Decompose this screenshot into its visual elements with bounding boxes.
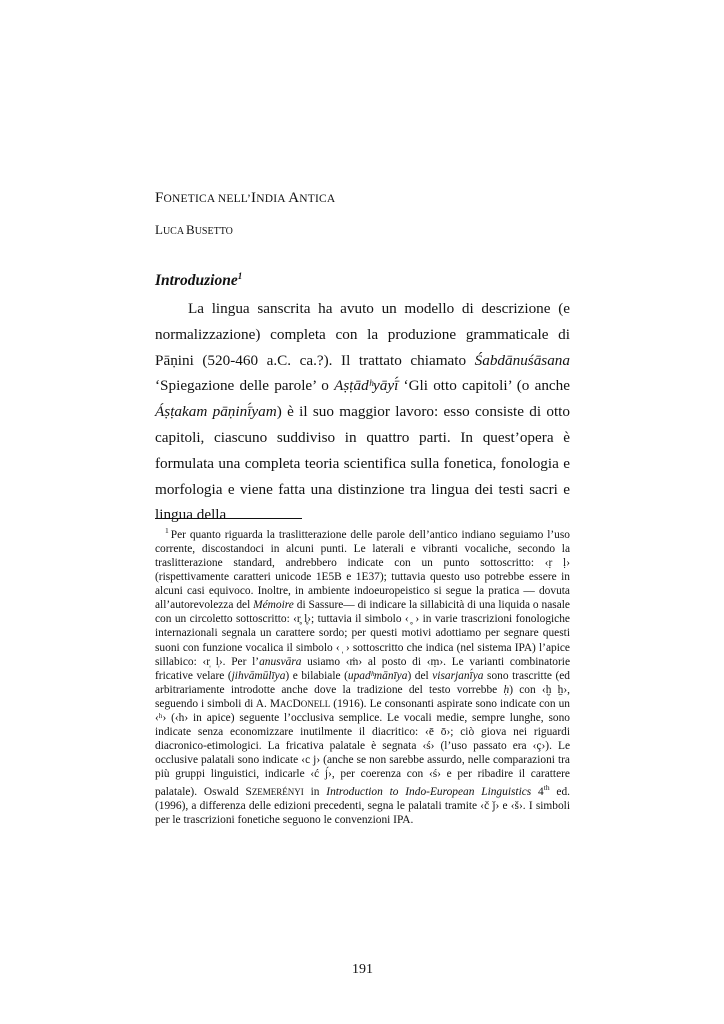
footnote-text: sono trascritte (ed arbitrariamente introdotte anche dove la tradizione del testo vorrebbe — [155, 669, 570, 696]
footnote-superscript: th — [543, 783, 550, 793]
footnote-smallcaps: S — [245, 786, 252, 799]
footnote-smallcaps: D — [292, 697, 301, 710]
body-text-span: La lingua sanscrita ha avuto un modello di descrizione (e normalizzazione) completa con la produzione grammaticale di Pāṇini (520-460 a.C. ca.?). Il trattato chiamato — [155, 300, 570, 369]
footnote-smallcaps: ZEMERÉNYI — [251, 787, 304, 798]
title-part: A — [288, 190, 300, 206]
footnote-italic: visarjanī́ya — [432, 669, 484, 682]
body-text-span: ‘Spiegazione delle parole’ o — [155, 377, 335, 395]
author-part: USETTO — [194, 226, 233, 237]
footnote-text: ed. (1996), a differenza delle edizioni precedenti, segna le palatali tramite ‹č ǰ› e ‹š›. I simboli per le trascrizioni fonetiche seguono le convenzioni IPA. — [155, 786, 570, 827]
section-heading-text: Introduzione — [155, 272, 238, 290]
footnote-italic: Introduction to Indo-European Linguistics — [326, 786, 532, 799]
sanskrit-term: Aṣṭādʰyāyī́ — [334, 377, 399, 395]
section-heading — [155, 271, 242, 290]
footnote-text: 4 — [531, 786, 544, 799]
footnote-italic: jihvāmūlīya — [231, 669, 286, 682]
footnote-text: ) e bilabiale ( — [285, 669, 348, 682]
sanskrit-term: Śabdānuśāsana — [474, 351, 570, 369]
footnote-text: ) con ‹ḫ ẖ›, seguendo i simboli di A. — [155, 683, 571, 710]
footnote-text: Per quanto riguarda la traslitterazione delle parole dell’antico indiano seguiamo l’uso corrente, discostandoci in alcuni punti. Le laterali e vibranti vocaliche, secondo la traslitterazione standard, andrebbero indicate con un punto sottoscritto: ‹ṛ ḷ› (rispettivamente caratteri unicode 1E5B e 1E37); tuttavia questo uso potrebbe essere in alcuni casi equivoco. Inoltre, in ambiente indoeuropeistico si segue la pratica — dovuta all’autorevolezza del — [155, 528, 570, 612]
title-part: F — [155, 190, 164, 206]
footnote-italic: anusvāra — [259, 655, 302, 668]
footnote-reference[interactable]: 1 — [237, 271, 243, 281]
footnote-separator — [155, 518, 302, 519]
footnote — [155, 524, 570, 828]
title-part: NDIA — [256, 193, 289, 205]
page — [155, 0, 570, 1024]
page-number: 191 — [352, 962, 373, 977]
footnote-smallcaps: M — [269, 697, 281, 710]
footnote-text: di Sassure— di indicare la sillabicità di una liquida o nasale con un circoletto sottoscritto: ‹r̥ l̥›; tuttavia il simbolo ‹ ̥ › in varie trascrizioni fonologiche internazionali segnala un carattere sordo; per questi motivi adottiamo per segnare questi suoni con funzione vocalica il simbolo ‹ ̩ › sottoscritto che indica (nel sistema IPA) l’apice sillabico: ‹r̩ l̩›. Per l’ — [155, 599, 570, 668]
footnote-text: in — [303, 786, 327, 799]
author-part: B — [186, 222, 195, 237]
footnote-text: ) del — [407, 669, 433, 682]
body-paragraph — [155, 296, 570, 528]
footnote-italic: Mémoire — [253, 599, 294, 612]
body-text-span: ‘Gli otto capitoli’ (o anche — [398, 377, 570, 395]
footnote-italic: ḥ — [503, 683, 510, 696]
footnote-text: usiamo ‹ṁ› al posto di ‹ṃ›. Le varianti combinatorie fricative velare ( — [155, 655, 570, 682]
article-title — [155, 190, 335, 207]
footnote-text: (1916). Le consonanti aspirate sono indicate con un ‹ʰ› (‹h› in apice) seguente l’occlusiva semplice. Le vocali medie, sempre lunghe, sono indicate senza economizzare inutilmente il diacritico: ‹ē ō›; ciò giova nei riguardi diacronico-etimologici. La fricativa palatale è segnata ‹ś› (l’uso passato era ‹ç›). Le occlusive palatali sono indicate ‹c j› (anche se non sarebbe assurdo, nelle comparazioni tra più gruppi linguistici, indicarle ‹ć j́›, per coerenza con ‹ś› e per ribadire il carattere palatale). Oswald — [155, 697, 570, 799]
author-part: L — [155, 222, 163, 237]
title-part: I — [251, 190, 257, 206]
sanskrit-term: Áṣṭakam pāṇinī́yam — [155, 403, 277, 421]
author-name — [155, 222, 233, 238]
title-part: ONETICA NELL’ — [163, 193, 252, 205]
title-part: NTICA — [299, 193, 336, 205]
footnote-smallcaps: ONELL — [300, 698, 331, 709]
author-part: UCA — [162, 226, 187, 237]
footnote-smallcaps: AC — [280, 698, 293, 709]
footnote-italic: upadʰmānīya — [347, 669, 408, 682]
footnote-number: 1 — [165, 526, 169, 535]
body-text-span: ) è il suo maggior lavoro: esso consiste di otto capitoli, ciascuno suddiviso in quattro parti. In quest’opera è formulata una completa teoria scientifica sulla fonetica, fonologia e morfologia e viene fatta una distinzione tra lingua dei testi sacri e lingua della — [155, 403, 570, 524]
